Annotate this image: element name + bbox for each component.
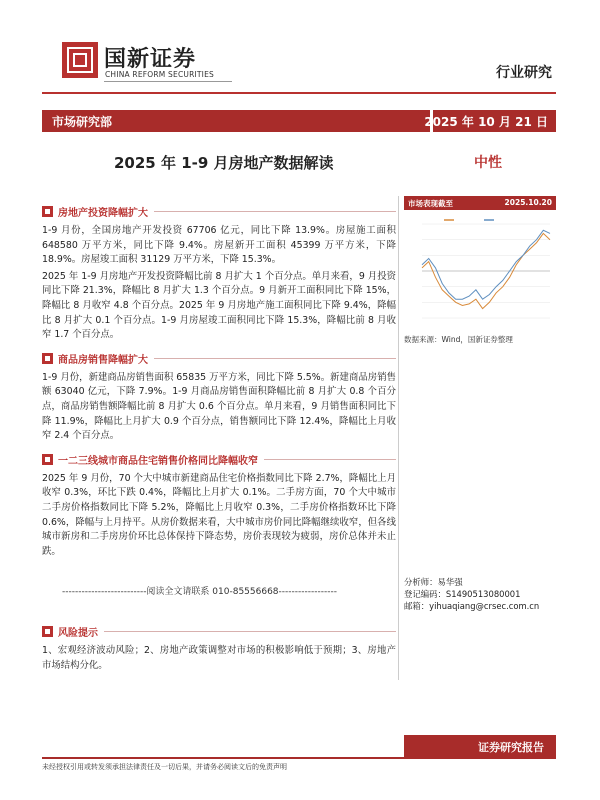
- market-performance-bar: [404, 196, 556, 210]
- section-bullet-icon: [42, 454, 53, 465]
- footer-badge: [404, 735, 556, 757]
- section-bullet-icon: [42, 626, 53, 637]
- sidebar: [404, 196, 556, 330]
- footer-badge-label: 证券研究报告: [478, 741, 544, 754]
- header-bar: [42, 110, 556, 132]
- disclaimer: 未经授权引用或转发须承担法律责任及一切后果，并请务必阅读文后的免责声明: [42, 763, 287, 771]
- report-title: 2025 年 1-9 月房地产数据解读: [114, 154, 334, 172]
- section-bullet-icon: [42, 353, 53, 364]
- department-label: 市场研究部: [52, 115, 113, 129]
- analyst-info: [404, 576, 539, 612]
- bottom-rule: [42, 757, 556, 759]
- market-performance-title: 市场表现截至: [408, 199, 453, 208]
- logo-english-name: CHINA REFORM SECURITIES: [105, 70, 214, 79]
- analyst-email[interactable]: 邮箱：yihuaqiang@crsec.com.cn: [404, 601, 540, 611]
- section-sales: [42, 351, 396, 444]
- logo-underline: [104, 81, 232, 82]
- section-rule: [104, 631, 396, 632]
- market-performance-chart: [404, 216, 556, 326]
- section-title: 风险提示: [58, 628, 98, 639]
- market-performance-date: 2025.10.20: [504, 198, 552, 207]
- logo-mark: [62, 42, 98, 78]
- analyst-registration: 登记编码：S1490513080001: [404, 589, 521, 599]
- section-rule: [154, 211, 396, 212]
- paragraph: 1-9 月份，新建商品房销售面积 65835 万平方米，同比下降 5.5%。新建商品房销售额 63040 亿元，下降 7.9%。1-9 月商品房销售面积降幅比前 8 月扩大 0.8 个百分点，商品房销售额降幅比前 8 月扩大 0.6 个百分点。单月来看，9 月销售面积同比下降 11.9%，降幅比上月扩大 0.9 个百分点，销售额同比下降 12.4%，降幅比上月收窄 2.4 个百分点。: [42, 371, 396, 442]
- report-type: 行业研究: [496, 65, 552, 81]
- main-content: [42, 196, 396, 559]
- risk-text: 1、宏观经济波动风险；2、房地产政策调整对市场的积极影响低于预期；3、房地产市场结构分化。: [42, 645, 396, 671]
- paragraph: 2025 年 1-9 月房地产开发投资降幅比前 8 月扩大 1 个百分点。单月来看，9 月投资同比下降 21.3%，降幅比 8 月扩大 1.3 个百分点。9 月新开工面积同比下降 15%，降幅比 8 月收窄 4.8 个百分点。2025 年 9 月房地产施工面积同比下降 9.4%，降幅比 8 月扩大 0.1 个百分点。1-9 月房屋竣工面积同比下降 15.3%，降幅比前 8 月收窄 1.7 个百分点。: [42, 270, 396, 341]
- top-rule: [42, 92, 556, 94]
- section-prices: [42, 452, 396, 560]
- section-title: 房地产投资降幅扩大: [58, 208, 148, 219]
- logo-chinese-name: 国新证券: [104, 47, 197, 72]
- paragraph: 2025 年 9 月份，70 个大中城市新建商品住宅价格指数同比下降 2.7%，降幅比上月收窄 0.3%，环比下跌 0.4%，降幅比上月扩大 0.1%。二手房方面，70 个大中城市二手房价格指数同比下降 5.2%，降幅比上月收窄 0.3%，二手房价格指数环比下降 0.6%，降幅与上月持平。从房价数据来看，大中城市房价同比降幅继续收窄，但各线城市新房和二手房房价环比总体保持下降态势，房价表现较为疲弱，房价总体并未止跌。: [42, 472, 396, 557]
- section-title: 商品房销售降幅扩大: [58, 354, 148, 366]
- section-title: 一二三线城市商品住宅销售价格同比降幅收窄: [58, 455, 258, 467]
- data-source: 数据来源：Wind，国新证券整理: [404, 335, 513, 344]
- section-risk: [42, 616, 396, 673]
- contact-line: --------------------------阅读全文请联系 010-85556668------------------: [62, 587, 337, 597]
- section-rule: [154, 358, 396, 359]
- column-divider: [398, 196, 399, 680]
- section-investment: [42, 204, 396, 343]
- paragraph: 1-9 月份，全国房地产开发投资 67706 亿元，同比下降 13.9%。房屋施工面积 648580 万平方米，同比下降 9.4%。房屋新开工面积 45399 万平方米，下降 18.9%。房屋竣工面积 31129 万平方米，下降 15.3%。: [42, 225, 396, 266]
- analyst-name: 分析师：易华强: [404, 577, 463, 587]
- report-date: 2025 年 10 月 21 日: [424, 115, 548, 129]
- section-rule: [264, 459, 396, 460]
- rating-badge: 中性: [474, 155, 502, 171]
- section-bullet-icon: [42, 206, 53, 217]
